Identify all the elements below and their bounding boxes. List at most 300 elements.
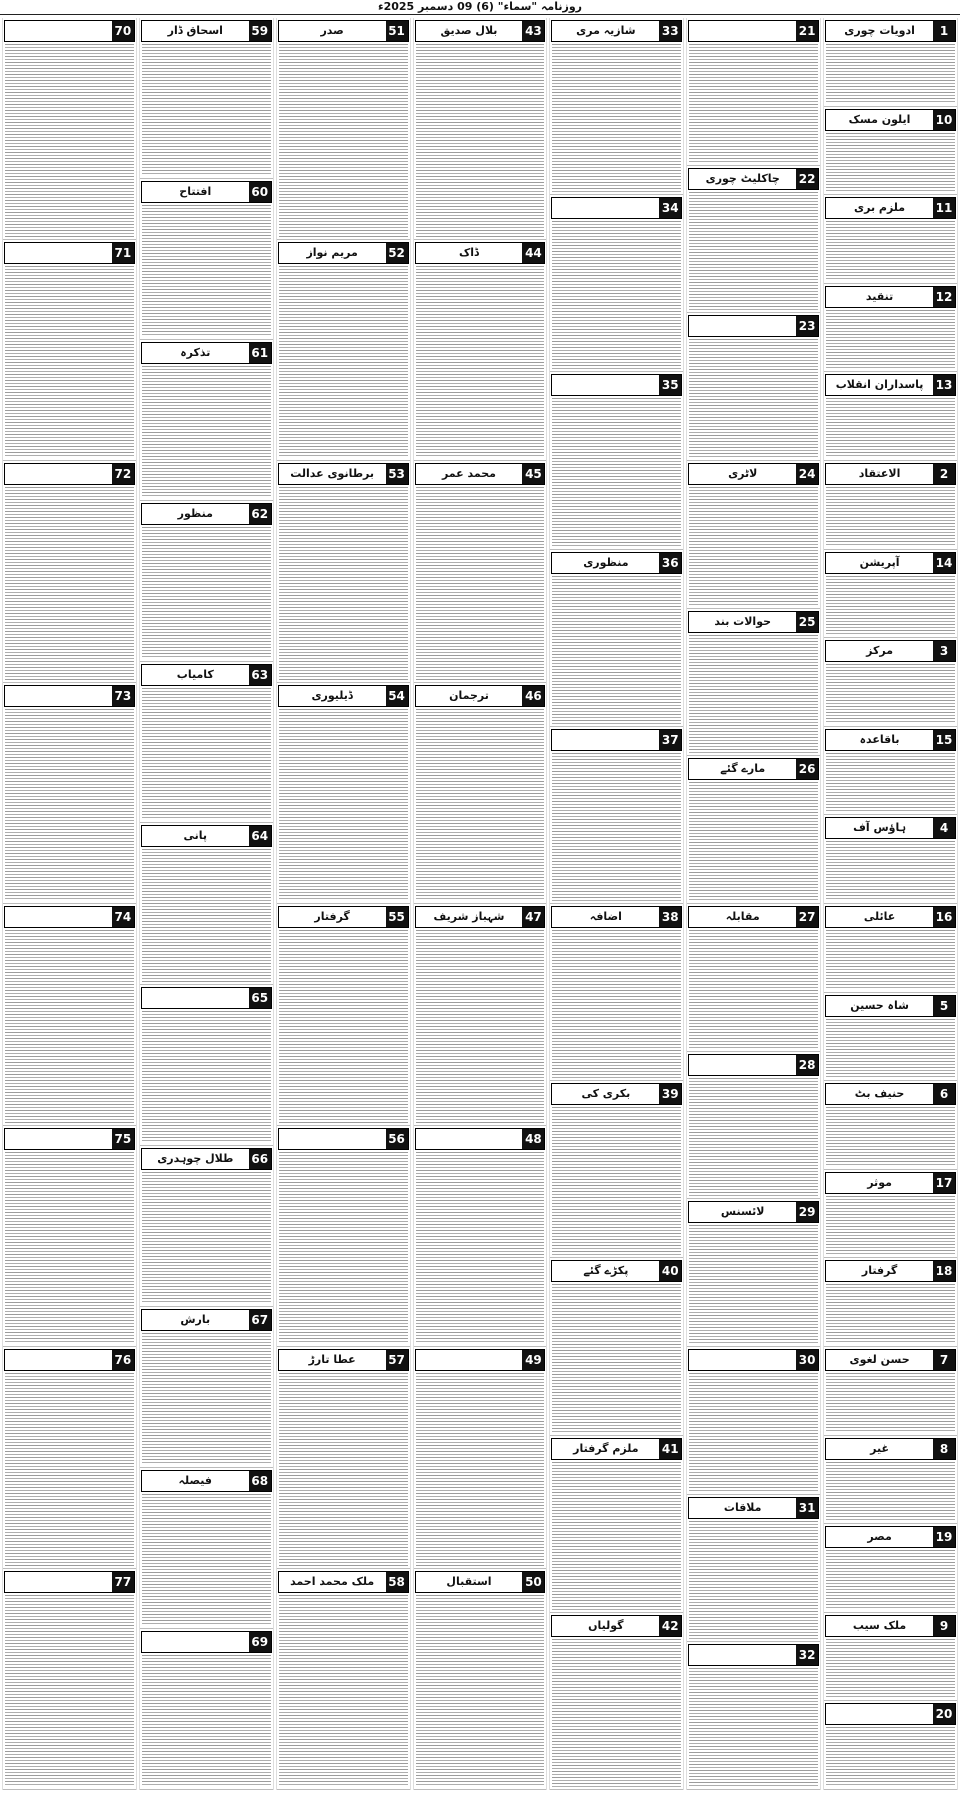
news-item xyxy=(140,985,273,1146)
news-item-title xyxy=(552,198,659,218)
news-item xyxy=(824,372,957,461)
news-item-header xyxy=(278,685,409,707)
news-item-title: بارش xyxy=(180,1312,211,1326)
news-item-number: 4 xyxy=(933,818,955,838)
news-item-body-text xyxy=(416,930,545,1123)
news-item-body-text xyxy=(826,44,955,104)
news-item-number: 22 xyxy=(796,169,818,189)
news-item-header xyxy=(141,1309,272,1331)
news-item-body-text xyxy=(142,366,271,498)
news-item xyxy=(550,18,683,195)
news-item-body-text xyxy=(142,1655,271,1787)
news-item xyxy=(277,461,410,683)
news-item xyxy=(414,1347,547,1569)
news-item-title xyxy=(5,907,112,927)
news-item-title: ایلون مسک xyxy=(848,112,911,126)
news-item-number: 29 xyxy=(796,1202,818,1222)
news-item-body-text xyxy=(142,849,271,981)
news-item-body-text xyxy=(826,930,955,990)
news-item-title xyxy=(5,686,112,706)
news-item-body-text xyxy=(416,1152,545,1345)
news-item-number: 44 xyxy=(522,243,544,263)
news-item-number: 65 xyxy=(249,988,271,1008)
news-item-number: 48 xyxy=(522,1129,544,1149)
news-item-header xyxy=(4,1128,135,1150)
news-item-header xyxy=(141,503,272,525)
news-item-title: ہاؤس آف xyxy=(853,821,907,835)
news-item-header xyxy=(141,664,272,686)
news-item-title xyxy=(689,1645,796,1665)
news-item-title: محمد عمر xyxy=(441,467,496,480)
news-item xyxy=(824,195,957,284)
news-item-number: 47 xyxy=(522,907,544,927)
news-item xyxy=(550,1258,683,1435)
news-item-body-text xyxy=(826,1462,955,1522)
news-item-title: پاسداران انقلاب xyxy=(835,378,924,392)
news-item-body-text xyxy=(689,1373,818,1492)
news-item-body-text xyxy=(826,1639,955,1699)
news-item xyxy=(550,904,683,1081)
news-item-number: 74 xyxy=(112,907,134,927)
news-item-header xyxy=(278,20,409,42)
news-item-title xyxy=(552,730,659,750)
news-item-number: 55 xyxy=(386,907,408,927)
news-item-title: غیر xyxy=(870,1441,889,1455)
news-item xyxy=(687,609,820,757)
news-item xyxy=(824,1258,957,1347)
news-item-number: 51 xyxy=(386,21,408,41)
news-item-title: صدر xyxy=(320,24,344,37)
news-item xyxy=(277,904,410,1126)
news-item-title: مرکز xyxy=(866,644,894,658)
news-item-header xyxy=(688,1054,819,1076)
news-item-body-text xyxy=(826,133,955,193)
news-item xyxy=(550,727,683,904)
news-item-number: 39 xyxy=(659,1084,681,1104)
news-item-title: اسحاق ڈار xyxy=(167,24,223,37)
news-item xyxy=(140,1629,273,1790)
news-item xyxy=(140,501,273,662)
news-item xyxy=(687,904,820,1052)
news-item-number: 34 xyxy=(659,198,681,218)
news-item-header xyxy=(825,20,956,42)
news-item-header xyxy=(825,1438,956,1460)
news-item-body-text xyxy=(142,205,271,337)
news-item-title xyxy=(5,21,112,41)
news-item xyxy=(140,662,273,823)
news-item-title: افتتاح xyxy=(179,185,212,199)
news-item-title: الاعتقاد xyxy=(858,466,901,480)
news-item xyxy=(687,313,820,461)
news-item-body-text xyxy=(142,1333,271,1465)
news-item-header xyxy=(4,20,135,42)
news-item-header xyxy=(551,1615,682,1637)
news-item-header xyxy=(551,906,682,928)
news-item-number: 70 xyxy=(112,21,134,41)
news-item-header xyxy=(551,1260,682,1282)
news-item-header xyxy=(415,1571,546,1593)
news-item-title: مقابلہ xyxy=(725,910,760,924)
news-item-body-text xyxy=(689,1521,818,1640)
news-item-body-text xyxy=(5,930,134,1123)
news-item-header xyxy=(688,20,819,42)
news-item-number: 66 xyxy=(249,1149,271,1169)
news-item-title: ملزم بری xyxy=(854,201,906,215)
news-item-header xyxy=(825,374,956,396)
news-item-header xyxy=(4,463,135,485)
news-item-body-text xyxy=(5,709,134,902)
news-item xyxy=(414,1126,547,1348)
news-item xyxy=(550,550,683,727)
news-item-body-text xyxy=(5,44,134,237)
news-item-header xyxy=(688,758,819,780)
news-item xyxy=(824,107,957,196)
news-item-body-text xyxy=(5,1152,134,1345)
news-item-header xyxy=(825,552,956,574)
news-item-number: 12 xyxy=(933,287,955,307)
news-item-body-text xyxy=(552,221,681,369)
news-item-number: 19 xyxy=(933,1527,955,1547)
news-item-title: شازیہ مری xyxy=(576,24,636,37)
news-item-header xyxy=(141,342,272,364)
news-item-title: ملک محمد احمد xyxy=(290,1574,375,1588)
news-item xyxy=(824,993,957,1082)
news-item xyxy=(687,461,820,609)
news-item-title: گولیاں xyxy=(588,1618,624,1632)
news-item-title: شہباز شریف xyxy=(433,910,505,923)
news-item-header xyxy=(551,1438,682,1460)
news-item-number: 52 xyxy=(386,243,408,263)
news-item xyxy=(277,18,410,240)
news-item xyxy=(687,18,820,166)
news-item-body-text xyxy=(552,1639,681,1787)
news-item-number: 24 xyxy=(796,464,818,484)
news-item-title: پکڑے گئے xyxy=(583,1264,629,1278)
news-item-body-text xyxy=(279,930,408,1123)
news-item-number: 11 xyxy=(933,198,955,218)
news-item-title xyxy=(5,1572,112,1592)
news-item-number: 20 xyxy=(933,1704,955,1724)
news-item-number: 7 xyxy=(933,1350,955,1370)
news-item-title: ڈاک xyxy=(459,245,479,259)
news-item-title: منظور xyxy=(177,507,213,521)
news-item-header xyxy=(415,242,546,264)
news-item-header xyxy=(551,197,682,219)
news-item-body-text xyxy=(142,1011,271,1143)
news-item-body-text xyxy=(279,1152,408,1345)
news-item-title: شاہ حسین xyxy=(850,998,909,1012)
news-item-title xyxy=(142,988,249,1008)
news-item-header xyxy=(825,1349,956,1371)
news-item xyxy=(414,461,547,683)
news-item xyxy=(687,1052,820,1200)
news-item-header xyxy=(825,463,956,485)
news-item-title xyxy=(5,1129,112,1149)
news-item xyxy=(824,284,957,373)
news-item-body-text xyxy=(826,1284,955,1344)
news-item-header xyxy=(141,20,272,42)
news-item-title: تذکرہ xyxy=(180,346,211,360)
news-item-header xyxy=(278,1571,409,1593)
news-item-body-text xyxy=(279,1595,408,1788)
news-item xyxy=(824,815,957,904)
news-item-body-text xyxy=(689,44,818,163)
news-item xyxy=(140,18,273,179)
news-item-header xyxy=(688,1201,819,1223)
news-item-title: طلال چوہدری xyxy=(157,1151,234,1165)
news-item-number: 27 xyxy=(796,907,818,927)
news-item-number: 57 xyxy=(386,1350,408,1370)
news-item-number: 9 xyxy=(933,1616,955,1636)
news-item-title: گرفتار xyxy=(861,1264,898,1278)
news-item-title: مارے گئے xyxy=(720,762,766,776)
news-item-number: 3 xyxy=(933,641,955,661)
news-item-number: 26 xyxy=(796,759,818,779)
news-item-number: 13 xyxy=(933,375,955,395)
news-item-number: 62 xyxy=(249,504,271,524)
news-item-header xyxy=(415,906,546,928)
news-item-header xyxy=(551,1083,682,1105)
news-item-title: تنقید xyxy=(865,289,894,303)
news-item-title: آپریشن xyxy=(859,555,900,569)
news-item xyxy=(140,823,273,984)
news-item-header xyxy=(278,1128,409,1150)
news-item-number: 63 xyxy=(249,665,271,685)
news-item-body-text xyxy=(689,1078,818,1197)
news-item-body-text xyxy=(552,1107,681,1255)
news-item xyxy=(414,240,547,462)
news-item-header xyxy=(141,1470,272,1492)
news-item xyxy=(824,1613,957,1702)
news-item-header xyxy=(688,1644,819,1666)
news-item-body-text xyxy=(279,709,408,902)
masthead: روزنامہ "سماء" (6) 09 دسمبر 2025ء xyxy=(0,0,960,15)
news-item xyxy=(140,179,273,340)
news-item xyxy=(687,1347,820,1495)
news-item-header xyxy=(825,1172,956,1194)
news-item-number: 5 xyxy=(933,996,955,1016)
news-item-number: 31 xyxy=(796,1498,818,1518)
news-item-header xyxy=(825,1083,956,1105)
news-item-header xyxy=(278,1349,409,1371)
news-item-body-text xyxy=(826,1727,955,1787)
news-item xyxy=(550,372,683,549)
news-item-title xyxy=(416,1129,523,1149)
news-item-body-text xyxy=(416,487,545,680)
news-item-header xyxy=(551,20,682,42)
news-item-body-text xyxy=(552,398,681,546)
news-item xyxy=(3,1126,136,1348)
news-item xyxy=(824,727,957,816)
news-item-header xyxy=(825,1260,956,1282)
news-item-header xyxy=(825,995,956,1017)
news-item-number: 33 xyxy=(659,21,681,41)
news-item-number: 56 xyxy=(386,1129,408,1149)
news-item-number: 72 xyxy=(112,464,134,484)
news-item-title xyxy=(689,316,796,336)
news-item-body-text xyxy=(689,930,818,1049)
news-item-body-text xyxy=(416,266,545,459)
news-item-title: مریم نواز xyxy=(306,245,358,259)
news-item-body-text xyxy=(689,192,818,311)
news-item-body-text xyxy=(5,1595,134,1788)
news-item-title xyxy=(5,1350,112,1370)
news-column xyxy=(276,18,411,1790)
news-item-body-text xyxy=(826,664,955,724)
news-item-header xyxy=(688,611,819,633)
news-column xyxy=(549,18,684,1790)
news-item-title: لاٹری xyxy=(728,467,758,481)
news-item-number: 60 xyxy=(249,182,271,202)
news-item-body-text xyxy=(689,635,818,754)
news-item xyxy=(277,240,410,462)
news-item-title xyxy=(689,1350,796,1370)
news-item-body-text xyxy=(5,487,134,680)
news-item xyxy=(3,683,136,905)
news-item-number: 58 xyxy=(386,1572,408,1592)
news-item-number: 17 xyxy=(933,1173,955,1193)
news-item xyxy=(824,1436,957,1525)
news-item-body-text xyxy=(142,1494,271,1626)
news-item-header xyxy=(4,1349,135,1371)
news-item-body-text xyxy=(142,1172,271,1304)
news-item-body-text xyxy=(826,576,955,636)
news-item-title: موثر xyxy=(867,1175,892,1189)
news-item-title: اضافہ xyxy=(589,910,622,924)
news-column xyxy=(823,18,958,1790)
news-item-title: ملک سیب xyxy=(852,1618,907,1632)
news-item-header xyxy=(688,906,819,928)
news-item-body-text xyxy=(689,1668,818,1787)
news-item-body-text xyxy=(689,339,818,458)
news-item-header xyxy=(278,463,409,485)
news-item xyxy=(824,904,957,993)
news-item-header xyxy=(415,1128,546,1150)
news-item xyxy=(3,1347,136,1569)
news-item xyxy=(3,240,136,462)
news-item-body-text xyxy=(279,44,408,237)
news-item xyxy=(824,550,957,639)
news-item-body-text xyxy=(689,782,818,901)
news-item xyxy=(687,1495,820,1643)
news-item-number: 2 xyxy=(933,464,955,484)
news-item-number: 6 xyxy=(933,1084,955,1104)
news-item-body-text xyxy=(552,1462,681,1610)
news-item-number: 46 xyxy=(522,686,544,706)
news-item-header xyxy=(825,286,956,308)
news-item xyxy=(550,1436,683,1613)
news-item-title xyxy=(689,1055,796,1075)
news-item-number: 53 xyxy=(386,464,408,484)
news-item-title: حنیف بٹ xyxy=(854,1087,905,1101)
news-item-number: 8 xyxy=(933,1439,955,1459)
news-item-body-text xyxy=(552,576,681,724)
news-item-number: 38 xyxy=(659,907,681,927)
news-item-header xyxy=(825,640,956,662)
news-item-number: 64 xyxy=(249,826,271,846)
news-item-number: 18 xyxy=(933,1261,955,1281)
news-item-title: لائسنس xyxy=(720,1205,765,1219)
news-item-title: عائلی xyxy=(863,909,896,923)
news-item-title: بلال صدیق xyxy=(440,24,498,37)
news-column xyxy=(139,18,274,1790)
news-item-header xyxy=(415,685,546,707)
news-item-number: 1 xyxy=(933,21,955,41)
news-item-number: 50 xyxy=(522,1572,544,1592)
news-item-body-text xyxy=(826,1019,955,1079)
news-item-number: 14 xyxy=(933,553,955,573)
news-item-header xyxy=(825,817,956,839)
news-item-header xyxy=(278,242,409,264)
news-item xyxy=(3,1569,136,1791)
news-item-body-text xyxy=(826,1373,955,1433)
news-item-body-text xyxy=(279,266,408,459)
news-item-body-text xyxy=(826,841,955,901)
news-item-header xyxy=(825,1615,956,1637)
news-item-header xyxy=(825,1526,956,1548)
news-item-body-text xyxy=(689,487,818,606)
news-item-title xyxy=(689,21,796,41)
news-item-title: کامیاب xyxy=(176,668,214,682)
news-item-number: 75 xyxy=(112,1129,134,1149)
news-item-header xyxy=(141,987,272,1009)
news-item-number: 30 xyxy=(796,1350,818,1370)
news-item xyxy=(687,166,820,314)
news-item-title: حسن لغوی xyxy=(849,1352,910,1366)
news-item-header xyxy=(551,374,682,396)
news-item-title: حوالات بند xyxy=(714,614,772,628)
news-item xyxy=(277,1126,410,1348)
news-item xyxy=(3,461,136,683)
news-item-number: 67 xyxy=(249,1310,271,1330)
news-item-body-text xyxy=(279,487,408,680)
news-item-number: 59 xyxy=(249,21,271,41)
news-item xyxy=(414,904,547,1126)
news-item-header xyxy=(141,181,272,203)
news-item-body-text xyxy=(826,1550,955,1610)
news-item-title xyxy=(416,1350,523,1370)
news-item-header xyxy=(415,1349,546,1371)
news-item-header xyxy=(4,906,135,928)
news-item xyxy=(687,1199,820,1347)
news-item-body-text xyxy=(416,1595,545,1788)
news-item-number: 28 xyxy=(796,1055,818,1075)
news-item-header xyxy=(4,242,135,264)
news-grid xyxy=(2,18,958,1790)
news-item xyxy=(140,340,273,501)
news-item xyxy=(824,1170,957,1259)
news-item-title: برطانوی عدالت xyxy=(290,467,375,480)
news-item-body-text xyxy=(826,221,955,281)
news-item-header xyxy=(415,20,546,42)
news-item-number: 37 xyxy=(659,730,681,750)
news-item-number: 21 xyxy=(796,21,818,41)
news-item-header xyxy=(551,729,682,751)
news-column xyxy=(2,18,137,1790)
news-column xyxy=(413,18,548,1790)
news-item-title: پانی xyxy=(183,829,208,843)
news-item-number: 76 xyxy=(112,1350,134,1370)
news-item-header xyxy=(825,1703,956,1725)
news-item-title xyxy=(5,243,112,263)
news-item-header xyxy=(688,1497,819,1519)
news-item-body-text xyxy=(416,44,545,237)
news-item-title xyxy=(279,1129,386,1149)
news-item xyxy=(140,1307,273,1468)
news-item-title: ملزم گرفتار xyxy=(573,1441,639,1455)
news-item-number: 16 xyxy=(933,907,955,927)
news-item-body-text xyxy=(826,487,955,547)
